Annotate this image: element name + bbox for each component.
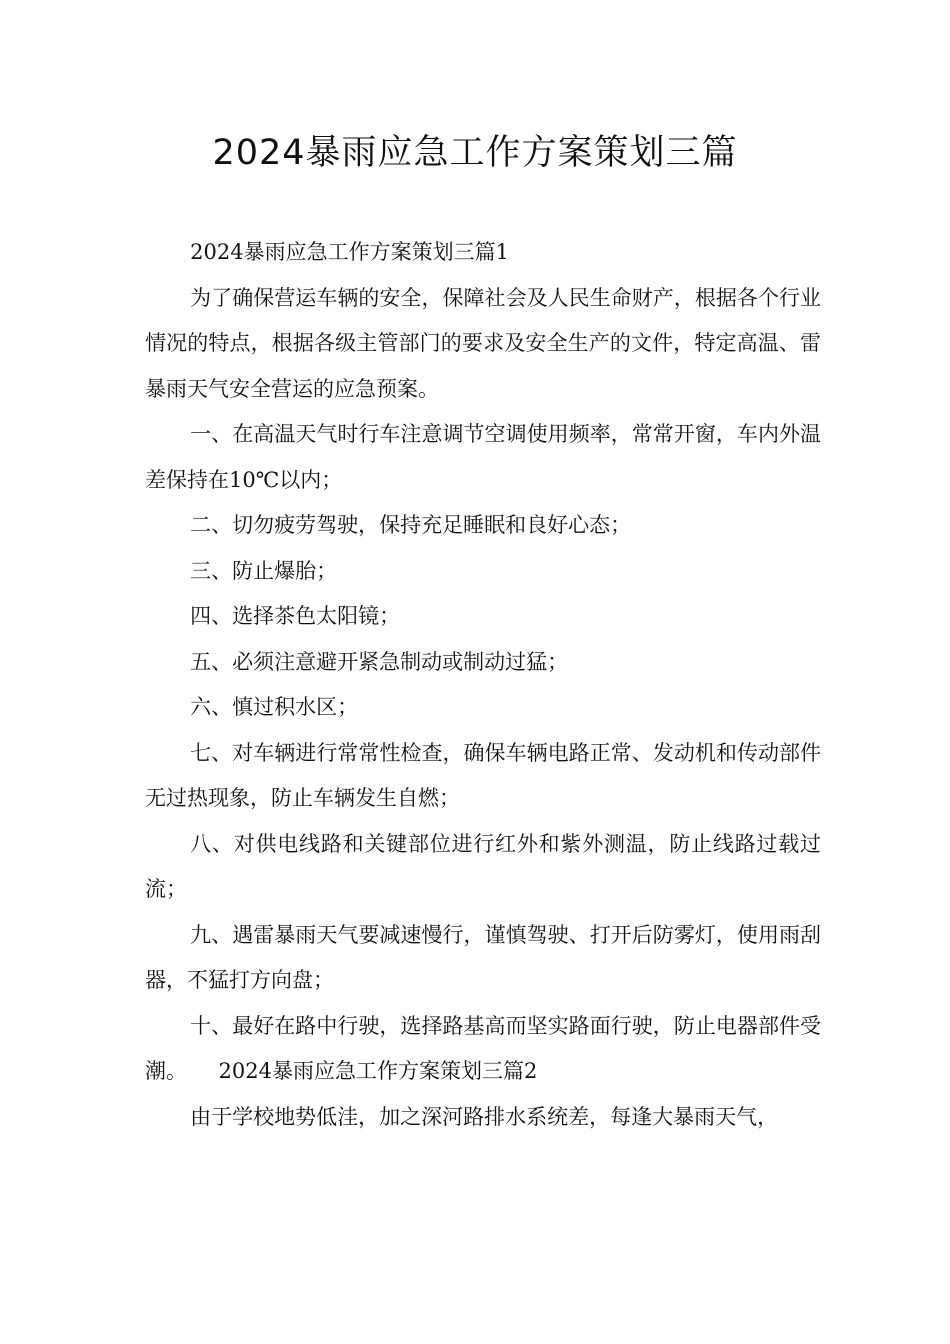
item-5: 五、必须注意避开紧急制动或制动过猛； <box>190 649 569 674</box>
item-6: 六、慎过积水区； <box>190 695 359 719</box>
document-body <box>145 230 821 1140</box>
item-1: 一、在高温天气时行车注意调节空调使用频率，常常开窗，车内外温差保持在10℃以内； <box>145 422 821 492</box>
item-7: 七、对车辆进行常常性检查，确保车辆电路正常、发动机和传动部件无过热现象，防止车辆发生自燃； <box>145 740 821 810</box>
item-4: 四、选择茶色太阳镜； <box>190 604 401 628</box>
item-10: 十、最好在路中行驶，选择路基高而坚实路面行驶，防止电器部件受潮。 2024暴雨应急工作方案策划三篇2 <box>145 1013 821 1083</box>
section-heading-1: 2024暴雨应急工作方案策划三篇1 <box>190 240 509 264</box>
document-title: 2024暴雨应急工作方案策划三篇 <box>212 133 738 173</box>
item-9: 九、遇雷暴雨天气要减速慢行，谨慎驾驶、打开后防雾灯，使用雨刮器，不猛打方向盘； <box>145 922 821 992</box>
item-3: 三、防止爆胎； <box>190 558 338 583</box>
section-2-paragraph: 由于学校地势低洼，加之深河路排水系统差，每逢大暴雨天气， <box>190 1104 779 1129</box>
item-8: 八、对供电线路和关键部位进行红外和紫外测温，防止线路过载过流； <box>145 831 821 901</box>
intro-paragraph: 为了确保营运车辆的安全，保障社会及人民生命财产，根据各个行业情况的特点，根据各级主管部门的要求及安全生产的文件，特定高温、雷暴雨天气安全营运的应急预案。 <box>145 285 821 401</box>
item-2: 二、切勿疲劳驾驶，保持充足睡眠和良好心态； <box>190 513 632 537</box>
